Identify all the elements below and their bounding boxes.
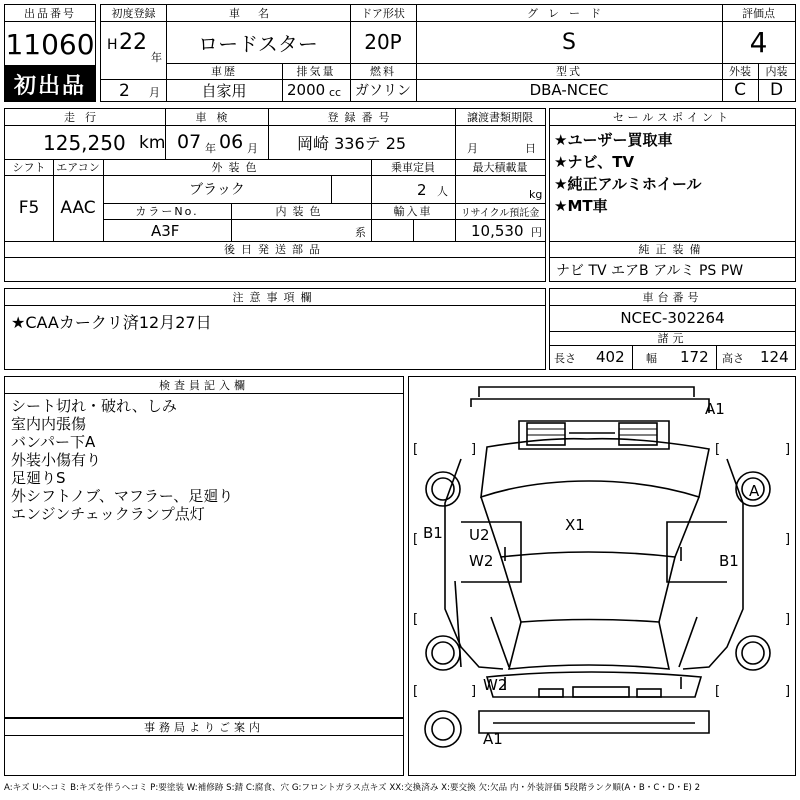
reg-no: 岡崎 336テ 25 xyxy=(297,133,407,153)
caution-box xyxy=(4,288,546,370)
header-table xyxy=(100,4,796,102)
damage-diagram xyxy=(408,376,796,776)
width: 172 xyxy=(680,348,709,366)
inspection-month-unit: 月 xyxy=(247,142,258,155)
ac-label: エアコン xyxy=(56,161,100,174)
equipment-value: ナビ TV エアB アルミ PS PW xyxy=(556,263,744,279)
sales-point-item: ★純正アルミホイール xyxy=(554,174,702,193)
damage-mark-left-door: U2 xyxy=(469,526,490,544)
spec-table xyxy=(4,108,546,282)
interior-grade: D xyxy=(769,80,784,100)
length-label: 長さ xyxy=(554,352,576,365)
dims-label: 諸元 xyxy=(657,332,688,345)
height-label: 高さ xyxy=(722,352,744,365)
chassis-number: NCEC-302264 xyxy=(620,309,725,327)
caution-label: 注意事項欄 xyxy=(232,291,318,304)
bracket-mark: [ xyxy=(413,683,419,699)
inspection-month: 06 xyxy=(219,131,244,153)
inspection-year-unit: 年 xyxy=(205,142,216,155)
inspector-box xyxy=(4,376,404,718)
bracket-mark: [ xyxy=(715,441,721,457)
inspector-line: 外シフトノブ、マフラー、足廻り xyxy=(11,486,234,505)
inspector-line: シート切れ・破れ、しみ xyxy=(11,396,177,415)
seats-label: 乗車定員 xyxy=(391,161,435,174)
recycle-fee: 10,530 xyxy=(471,222,524,240)
seats-unit: 人 xyxy=(437,185,448,198)
office-label: 事務局よりご案内 xyxy=(144,721,264,734)
import-label: 輸入車 xyxy=(393,205,433,218)
damage-mark-left-door: W2 xyxy=(469,552,494,570)
sales-point-item: ★ナビ、TV xyxy=(554,152,635,171)
damage-mark-right-door: B1 xyxy=(719,552,739,570)
exterior-grade: C xyxy=(734,80,746,100)
score-label: 評価点 xyxy=(742,7,775,20)
history: 自家用 xyxy=(201,81,247,100)
grade: S xyxy=(562,29,576,55)
first-listing-text: 初出品 xyxy=(13,73,86,99)
lot-number: 11060 xyxy=(5,27,95,61)
load-unit: kg xyxy=(529,187,543,201)
bracket-mark: [ xyxy=(413,531,419,547)
car-name: ロードスター xyxy=(198,31,318,56)
inspector-line: 外装小傷有り xyxy=(11,450,102,469)
month-unit: 月 xyxy=(149,86,160,99)
inspector-line: 足廻りS xyxy=(11,468,66,487)
door-label: ドア形状 xyxy=(361,7,405,20)
first-reg-year: 22 xyxy=(119,29,147,55)
model-label: 型式 xyxy=(556,65,582,78)
width-label: 幅 xyxy=(646,352,657,365)
bracket-mark: ] xyxy=(471,441,477,457)
door: 20P xyxy=(364,30,402,54)
ac: AAC xyxy=(60,198,96,218)
inspection-label: 車検 xyxy=(195,111,238,124)
shift-label: シフト xyxy=(12,161,46,174)
mileage-label: 走行 xyxy=(64,111,106,124)
reg-no-label: 登録番号 xyxy=(327,111,396,124)
inspector-line: バンパー下A xyxy=(11,432,96,451)
recycle-unit: 円 xyxy=(531,226,542,239)
length: 402 xyxy=(596,348,625,366)
damage-mark-front-right-wheel: A xyxy=(749,482,760,500)
legend: A:キズ U:ヘコミ B:キズを伴うヘコミ P:要塗装 W:補修跡 S:錆 C:腐食、穴 G:フロントガラス点キズ XX:交換済み X:要交換 欠:欠品 内・外装評価 5段階ランク順(A・B・C・D・E) 2 xyxy=(4,783,701,793)
sales-points-label: セールスポイント xyxy=(612,111,732,124)
mileage: 125,250 xyxy=(43,131,126,155)
damage-mark-left-rear-fender: W2 xyxy=(483,676,508,694)
transfer-label: 譲渡書類期限 xyxy=(467,111,533,124)
color-label: 外装色 xyxy=(211,161,263,174)
caution-text: ★CAAカークリ済12月27日 xyxy=(11,312,212,332)
shift: F5 xyxy=(18,198,40,218)
fuel: ガソリン xyxy=(355,83,411,99)
color-no-label: カラーNo. xyxy=(135,205,199,218)
interior-label: 内装 xyxy=(765,65,788,78)
inspection-year: 07 xyxy=(177,131,202,153)
era: H xyxy=(107,37,118,53)
inspector-line: 室内内張傷 xyxy=(11,414,87,433)
int-color-label: 内装色 xyxy=(275,205,327,218)
grade-label: グレード xyxy=(527,7,611,20)
first-reg-label: 初度登録 xyxy=(111,7,156,20)
bracket-mark: ] xyxy=(785,441,791,457)
later-parts-label: 後日発送部品 xyxy=(224,243,326,256)
bracket-mark: ] xyxy=(785,531,791,547)
height: 124 xyxy=(760,348,789,366)
first-reg-month: 2 xyxy=(119,81,130,101)
model: DBA-NCEC xyxy=(529,81,609,99)
int-color-unit: 系 xyxy=(355,226,366,239)
first-listing-badge xyxy=(4,66,96,102)
bracket-mark: ] xyxy=(785,683,791,699)
lot-number-label: 出品番号 xyxy=(24,7,76,20)
year-unit: 年 xyxy=(151,51,162,64)
exterior-label: 外装 xyxy=(729,65,751,78)
recycle-label: リサイクル預託金 xyxy=(460,207,540,219)
bracket-mark: ] xyxy=(471,683,477,699)
damage-mark-front-bumper: A1 xyxy=(705,400,725,418)
mileage-unit: km xyxy=(139,133,166,153)
score: 4 xyxy=(749,25,768,59)
load-label: 最大積載量 xyxy=(472,161,528,174)
equipment-label: 純正装備 xyxy=(638,243,707,256)
bracket-mark: [ xyxy=(413,441,419,457)
car-outline-diagram xyxy=(409,377,795,775)
seats: 2 xyxy=(417,181,427,199)
color: ブラック xyxy=(189,182,245,198)
transfer-day-unit: 日 xyxy=(525,142,536,155)
damage-mark-rear-bumper: A1 xyxy=(483,730,503,748)
office-box xyxy=(4,718,404,776)
car-name-label: 車名 xyxy=(229,7,287,20)
sales-points-box xyxy=(549,108,796,282)
transfer-month-unit: 月 xyxy=(467,142,478,155)
bracket-mark: ] xyxy=(785,611,791,627)
displacement-label: 排気量 xyxy=(296,65,336,78)
chassis-box xyxy=(549,288,796,370)
chassis-label: 車台番号 xyxy=(642,291,703,304)
sales-point-item: ★ユーザー買取車 xyxy=(554,130,673,149)
inspector-line: エンジンチェックランプ点灯 xyxy=(11,504,205,523)
bracket-mark: [ xyxy=(715,683,721,699)
bracket-mark: [ xyxy=(413,611,419,627)
displacement-unit: cc xyxy=(329,85,342,99)
damage-mark-roof: X1 xyxy=(565,516,585,534)
lot-number-cell xyxy=(4,4,96,66)
history-label: 車歴 xyxy=(211,65,237,78)
fuel-label: 燃料 xyxy=(370,65,396,78)
sales-point-item: ★MT車 xyxy=(554,196,608,215)
color-no: A3F xyxy=(151,222,180,240)
damage-mark-left-front-fender: B1 xyxy=(423,524,443,542)
displacement: 2000 xyxy=(287,81,326,99)
inspector-label: 検査員記入欄 xyxy=(159,379,249,392)
